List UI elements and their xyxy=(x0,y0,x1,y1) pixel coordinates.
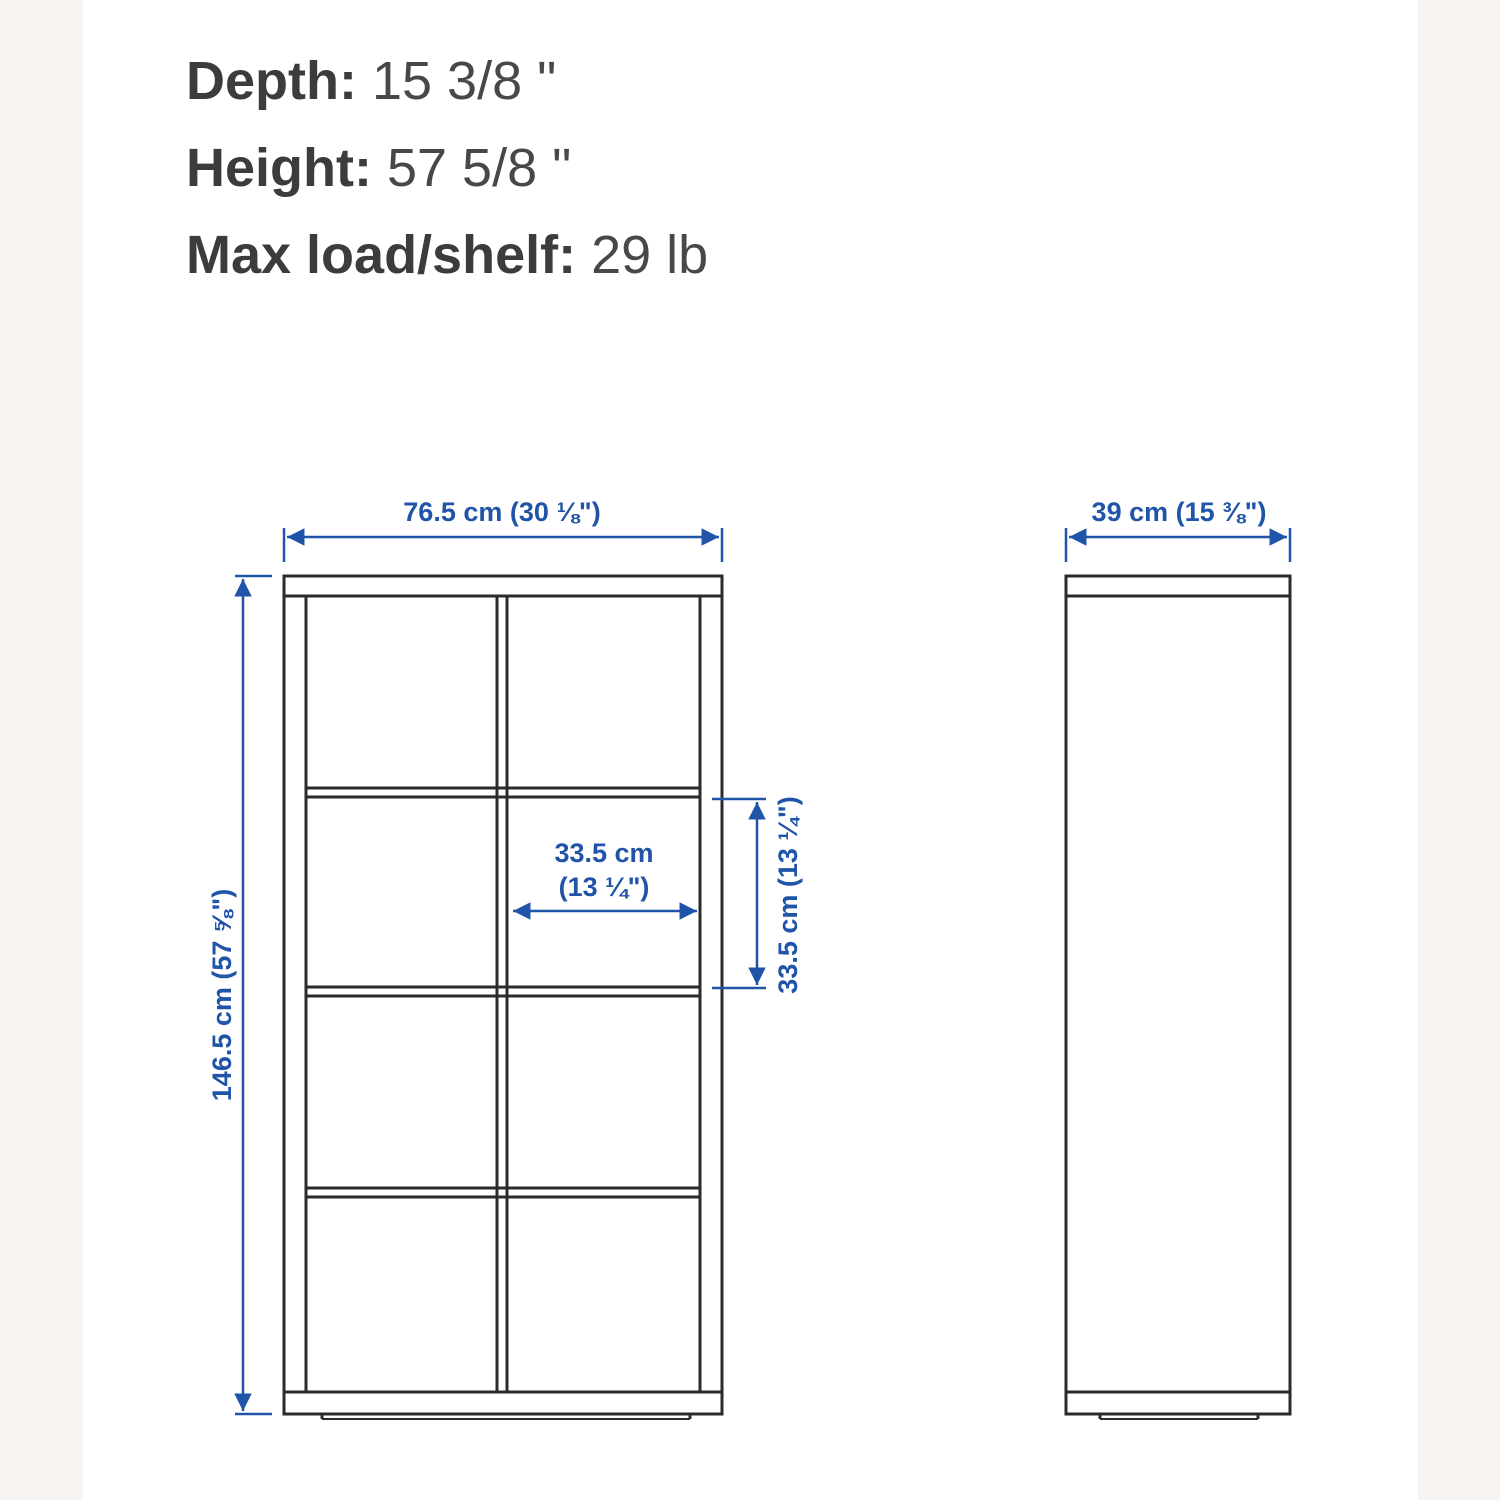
shelf-right-side xyxy=(700,596,722,1392)
spec-max-load-label: Max load/shelf: xyxy=(186,225,577,285)
inner-width-label-cm: 33.5 cm xyxy=(554,838,654,868)
side-depth-label: 39 cm (15 ⅜") xyxy=(1091,497,1267,527)
spec-height-label: Height: xyxy=(186,138,372,198)
shelf-center-divider xyxy=(497,596,507,1392)
shelf-bottom-panel xyxy=(284,1392,722,1414)
spec-depth-label: Depth: xyxy=(186,51,357,111)
shelf-board-1 xyxy=(306,788,700,797)
side-bottom-panel xyxy=(1066,1392,1290,1414)
front-view-shelf xyxy=(284,576,722,1419)
side-view-shelf xyxy=(1066,576,1290,1419)
inner-width-label-in: (13 ¼") xyxy=(558,872,650,902)
spec-height-value: 57 5/8 " xyxy=(386,138,572,198)
front-height-label: 146.5 cm (57 ⅝") xyxy=(207,888,237,1102)
side-outer-frame xyxy=(1066,576,1290,1414)
side-top-panel xyxy=(1066,576,1290,596)
front-width-label: 76.5 cm (30 ⅛") xyxy=(403,497,601,527)
spec-depth-value: 15 3/8 " xyxy=(371,51,557,111)
shelf-top-panel xyxy=(284,576,722,596)
shelf-left-side xyxy=(284,596,306,1392)
inner-height-label: 33.5 cm (13 ¼") xyxy=(773,796,803,994)
shelf-board-3 xyxy=(306,1188,700,1197)
spec-max-load-value: 29 lb xyxy=(591,225,709,285)
shelf-board-2 xyxy=(306,987,700,996)
